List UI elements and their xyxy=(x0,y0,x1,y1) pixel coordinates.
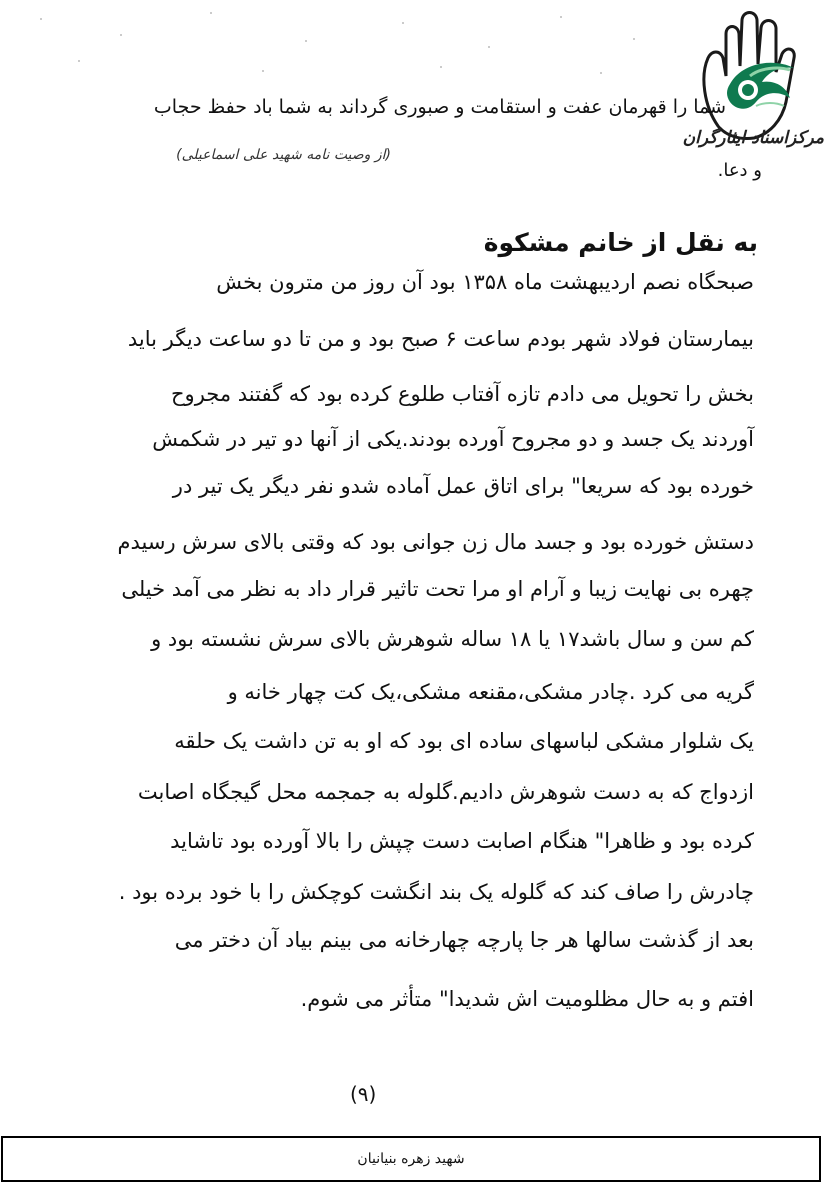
body-line: چادرش را صاف کند که گلوله یک بند انگشت کوچکش را با خود برده بود . xyxy=(118,880,754,904)
body-line: ازدواج که به دست شوهرش دادیم.گلوله به جمجمه محل گیجگاه اصابت xyxy=(137,780,754,804)
logo-caption: مرکزاسناد ایثارگران xyxy=(682,128,824,148)
body-line: گریه می کرد .چادر مشکی،مقنعه مشکی،یک کت چهار خانه و xyxy=(227,680,754,704)
footer-box xyxy=(1,1136,821,1182)
section-heading: به نقل از خانم مشکوة xyxy=(483,228,758,257)
body-line: بیمارستان فولاد شهر بودم ساعت ۶ صبح بود و من تا دو ساعت دیگر باید xyxy=(127,327,754,351)
body-line: کم سن و سال باشد۱۷ یا ۱۸ ساله شوهرش بالای سرش نشسته بود و xyxy=(151,627,754,651)
body-line: آوردند یک جسد و دو مجروح آورده بودند.یکی از آنها دو تیر در شکمش xyxy=(152,427,754,451)
body-line: بعد از گذشت سالها هر جا پارچه چهارخانه می بینم بیاد آن دختر می xyxy=(174,928,754,952)
body-line: یک شلوار مشکی لباسهای ساده ای بود که او به تن داشت یک حلقه xyxy=(174,729,754,753)
body-line: خورده بود که سریعا" برای اتاق عمل آماده شدو نفر دیگر یک تیر در xyxy=(172,474,754,498)
intro-line-end: و دعا. xyxy=(717,160,762,181)
body-line: صبحگاه نصم اردیبهشت ماه ۱۳۵۸ بود آن روز من مترون بخش xyxy=(216,270,754,294)
body-line: چهره بی نهایت زیبا و آرام او مرا تحت تاثیر قرار داد به نظر می آمد خیلی xyxy=(121,577,754,601)
page-number: (۹) xyxy=(350,1082,377,1106)
intro-line: شما را قهرمان عفت و استقامت و صبوری گرداند به شما باد حفظ حجاب xyxy=(153,96,726,118)
citation: (از وصیت نامه شهید علی اسماعیلی) xyxy=(176,147,391,163)
body-line: بخش را تحویل می دادم تازه آفتاب طلوع کرده بود که گفتند مجروح xyxy=(171,382,754,406)
footer-title: شهید زهره بنیانیان xyxy=(357,1151,465,1167)
body-line: افتم و به حال مظلومیت اش شدیدا" متأثر می شوم. xyxy=(300,987,754,1011)
body-line: کرده بود و ظاهرا" هنگام اصابت دست چپش را بالا آورده بود تاشاید xyxy=(170,829,754,853)
body-line: دستش خورده بود و جسد مال زن جوانی بود که وقتی بالای سرش رسیدم xyxy=(117,530,754,554)
